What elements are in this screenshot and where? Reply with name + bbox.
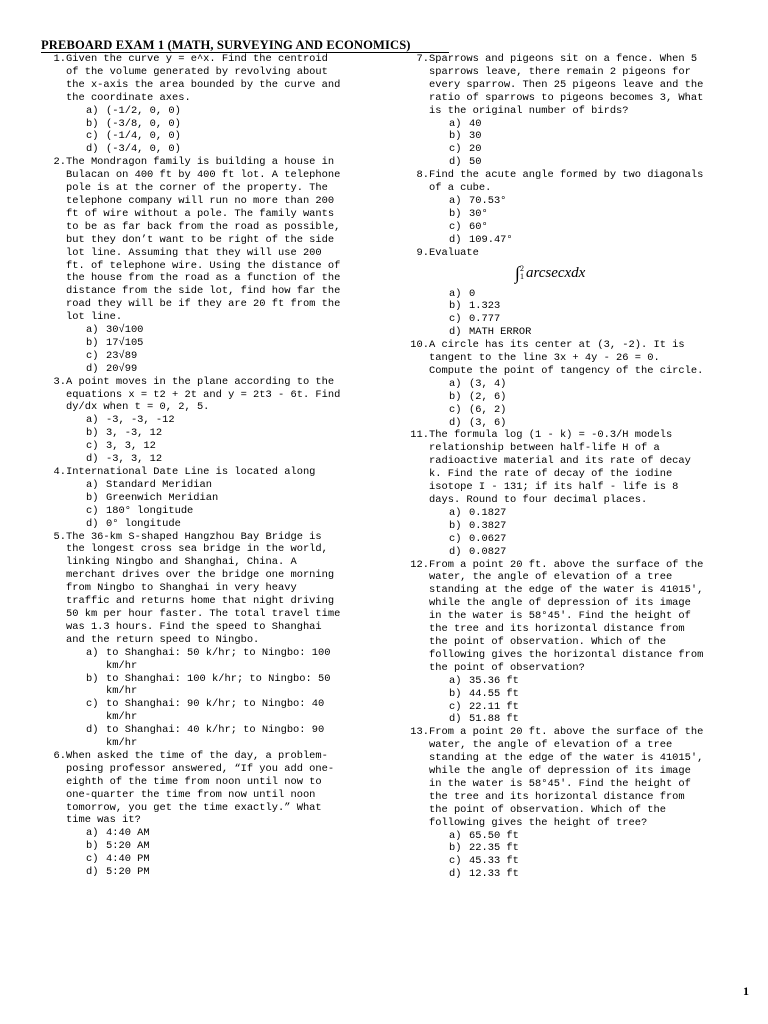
choice-letter: d): [86, 453, 99, 466]
choice-text: (-3/8, 0, 0): [106, 117, 181, 130]
choice-letter: a): [86, 324, 99, 337]
choice-letter: a): [449, 377, 462, 390]
question-text: The Mondragon family is building a house in Bulacan on 400 ft by 400 ft lot. A telephone pole is at the corner of the property. The telephone company will run no more than 200 ft of wire without a pole. The family wants to be as far back from the road as possible, but they don’t want to be right of the side lot line. Assuming that they will use 200 ft. of telephone wire. Using the distance of the house from the road as a function of the distance from the side lot, find how far the road they will be if they are 20 ft from the lot line.: [66, 156, 341, 324]
choice-text: 0.0627: [469, 532, 507, 545]
answer-choice: [86, 518, 342, 531]
choice-list: [429, 830, 705, 882]
choice-letter: a): [86, 104, 99, 117]
answer-choice: [449, 118, 705, 131]
choice-letter: b): [86, 117, 99, 130]
question-body: [429, 339, 705, 429]
choice-text: 109.47°: [469, 233, 513, 246]
choice-text: 17√105: [106, 336, 144, 349]
answer-choice: [86, 866, 342, 879]
choice-letter: c): [86, 130, 99, 143]
question-body: [66, 531, 342, 750]
question-text: Evaluate: [429, 246, 479, 259]
choice-list: [429, 118, 705, 170]
question-number: 4.: [53, 466, 66, 478]
answer-choice: [449, 546, 705, 559]
choice-letter: a): [449, 829, 462, 842]
question-item: [405, 559, 705, 727]
question-number: 12.: [410, 558, 429, 571]
answer-choice: [86, 143, 342, 156]
question-text: Find the acute angle formed by two diagonals of a cube.: [429, 169, 704, 195]
integral-limits: [520, 265, 524, 281]
choice-text: to Shanghai: 100 k/hr; to Ningbo: 50 km/hr: [106, 672, 331, 698]
question-number: 2.: [53, 156, 66, 169]
question-item: [405, 169, 705, 246]
answer-choice: [86, 453, 342, 466]
question-number: 7.: [416, 53, 429, 65]
choice-list: [429, 675, 705, 727]
question-text: The formula log (1 - k) = -0.3/H models relationship between half-life H of a radioactive material and its rate of decay k. Find the rate of decay of the iodine isotope I - 131; if its half - life is 8 days. Round to four decimal places.: [429, 429, 691, 506]
answer-choice: [86, 698, 342, 724]
choice-letter: b): [449, 390, 462, 403]
choice-letter: a): [86, 478, 99, 491]
integrand: arcsecxdx: [525, 264, 586, 281]
choice-list: [429, 288, 705, 340]
choice-text: (-3/4, 0, 0): [106, 143, 181, 156]
answer-choice: [449, 855, 705, 868]
choice-letter: c): [449, 220, 462, 233]
choice-list: [66, 479, 342, 531]
choice-text: 4:40 AM: [106, 827, 150, 840]
choice-letter: a): [449, 506, 462, 519]
choice-text: 5:20 PM: [106, 866, 150, 879]
question-item: [42, 531, 342, 750]
choice-text: 180° longitude: [106, 504, 194, 517]
question-body: [66, 376, 342, 466]
choice-text: 70.53°: [469, 194, 507, 207]
choice-text: 30√100: [106, 324, 144, 337]
question-item: [42, 750, 342, 879]
choice-letter: c): [449, 855, 462, 868]
question-body: [66, 466, 342, 531]
question-number: 1.: [53, 53, 66, 65]
choice-list: [66, 105, 342, 157]
question-number: 9.: [416, 246, 429, 259]
choice-letter: b): [86, 840, 99, 853]
choice-letter: c): [86, 504, 99, 517]
choice-letter: d): [86, 517, 99, 530]
choice-letter: c): [86, 349, 99, 362]
question-item: [405, 726, 705, 881]
question-text: A circle has its center at (3, -2). It is tangent to the line 3x + 4y - 26 = 0. Compute the point of tangency of the circle.: [429, 339, 704, 377]
choice-text: 0.1827: [469, 506, 507, 519]
answer-choice: [86, 479, 342, 492]
answer-choice: [449, 378, 705, 391]
choice-letter: c): [449, 313, 462, 326]
question-item: [42, 466, 342, 531]
answer-choice: [449, 701, 705, 714]
answer-choice: [449, 221, 705, 234]
answer-choice: [449, 326, 705, 339]
question-item: [405, 53, 705, 169]
choice-text: 20√99: [106, 362, 138, 375]
answer-choice: [86, 427, 342, 440]
answer-choice: [449, 208, 705, 221]
answer-choice: [449, 868, 705, 881]
choice-letter: a): [86, 646, 99, 659]
choice-text: 1.323: [469, 300, 501, 313]
answer-choice: [449, 130, 705, 143]
choice-letter: a): [86, 414, 99, 427]
choice-letter: c): [86, 853, 99, 866]
question-body: [66, 156, 342, 375]
choice-letter: b): [449, 207, 462, 220]
choice-text: (-1/2, 0, 0): [106, 104, 181, 117]
integral-expression: [429, 264, 705, 282]
answer-choice: [449, 842, 705, 855]
choice-letter: b): [86, 336, 99, 349]
choice-letter: c): [86, 698, 99, 711]
answer-choice: [86, 440, 342, 453]
choice-text: 0° longitude: [106, 517, 181, 530]
question-item: [405, 429, 705, 558]
choice-text: 4:40 PM: [106, 853, 150, 866]
question-item: [42, 156, 342, 375]
choice-text: (-1/4, 0, 0): [106, 130, 181, 143]
question-body: [66, 53, 342, 156]
choice-text: (2, 6): [469, 390, 507, 403]
choice-list: [66, 827, 342, 879]
question-text: The 36-km S-shaped Hangzhou Bay Bridge is the longest cross sea bridge in the world, linking Ningbo and Shanghai, China. A merchant drives over the bridge one morning from Ningbo to Shanghai in very heavy traffic and returns home that night driving 50 km per hour faster. The total travel time was 1.3 hours. Find the speed to Shanghai and the return speed to Ningbo.: [66, 530, 341, 646]
choice-letter: d): [86, 362, 99, 375]
choice-text: 40: [469, 117, 482, 130]
question-text: A point moves in the plane according to the equations x = t2 + 2t and y = 2t3 - 6t. Find dy/dx when t = 0, 2, 5.: [66, 375, 341, 414]
question-number: 6.: [53, 749, 66, 762]
right-question-column: [405, 53, 705, 881]
answer-choice: [86, 414, 342, 427]
choice-text: 22.11 ft: [469, 700, 519, 713]
choice-text: 51.88 ft: [469, 713, 519, 726]
choice-text: 12.33 ft: [469, 868, 519, 881]
choice-letter: c): [449, 403, 462, 416]
choice-text: 30: [469, 130, 482, 143]
choice-list: [66, 324, 342, 376]
question-body: [429, 169, 705, 246]
choice-letter: b): [86, 491, 99, 504]
choice-text: 22.35 ft: [469, 842, 519, 855]
integral-upper-limit: 2: [519, 264, 524, 274]
choice-letter: c): [449, 143, 462, 156]
question-item: [405, 247, 705, 340]
choice-text: 65.50 ft: [469, 829, 519, 842]
choice-letter: b): [86, 427, 99, 440]
choice-letter: b): [449, 842, 462, 855]
choice-text: 50: [469, 156, 482, 169]
question-body: [429, 53, 705, 169]
choice-letter: d): [86, 866, 99, 879]
choice-letter: d): [449, 326, 462, 339]
choice-text: 0.3827: [469, 519, 507, 532]
question-body: [429, 247, 705, 340]
choice-text: 0: [469, 287, 476, 300]
choice-letter: a): [449, 287, 462, 300]
integral-lower-limit: 1: [519, 272, 524, 282]
choice-text: to Shanghai: 50 k/hr; to Ningbo: 100 km/hr: [106, 646, 331, 672]
choice-letter: a): [449, 674, 462, 687]
choice-list: [66, 414, 342, 466]
choice-text: -3, 3, 12: [106, 453, 163, 466]
question-item: [42, 53, 342, 156]
question-body: [429, 559, 705, 727]
choice-letter: d): [449, 545, 462, 558]
choice-letter: d): [449, 713, 462, 726]
answer-choice: [449, 830, 705, 843]
choice-list: [66, 647, 342, 750]
answer-choice: [86, 350, 342, 363]
choice-text: 0.0827: [469, 545, 507, 558]
choice-letter: c): [86, 440, 99, 453]
question-number: 5.: [53, 530, 66, 543]
exam-title: PREBOARD EXAM 1 (MATH, SURVEYING AND ECONOMICS): [41, 38, 411, 52]
choice-letter: c): [449, 700, 462, 713]
answer-choice: [86, 337, 342, 350]
answer-choice: [86, 118, 342, 131]
choice-text: 5:20 AM: [106, 840, 150, 853]
choice-text: 23√89: [106, 349, 138, 362]
answer-choice: [449, 300, 705, 313]
choice-text: 20: [469, 143, 482, 156]
question-body: [429, 429, 705, 558]
question-number: 8.: [416, 169, 429, 182]
choice-text: MATH ERROR: [469, 326, 532, 339]
choice-list: [429, 507, 705, 559]
choice-list: [429, 195, 705, 247]
choice-text: -3, -3, -12: [106, 414, 175, 427]
choice-text: to Shanghai: 40 k/hr; to Ningbo: 90 km/hr: [106, 724, 325, 750]
choice-text: 3, -3, 12: [106, 427, 163, 440]
answer-choice: [86, 363, 342, 376]
answer-choice: [449, 507, 705, 520]
choice-text: 30°: [469, 207, 488, 220]
choice-letter: d): [449, 233, 462, 246]
choice-letter: d): [86, 724, 99, 737]
choice-text: (3, 4): [469, 377, 507, 390]
choice-list: [429, 378, 705, 430]
choice-text: 3, 3, 12: [106, 440, 156, 453]
answer-choice: [86, 324, 342, 337]
question-text: Sparrows and pigeons sit on a fence. When 5 sparrows leave, there remain 2 pigeons for every sparrow. Then 25 pigeons leave and the ratio of sparrows to pigeons becomes 3, What is the original number of birds?: [429, 53, 704, 117]
choice-text: 0.777: [469, 313, 501, 326]
question-item: [405, 339, 705, 429]
choice-letter: b): [449, 687, 462, 700]
answer-choice: [86, 827, 342, 840]
answer-choice: [86, 105, 342, 118]
answer-choice: [449, 713, 705, 726]
answer-choice: [449, 675, 705, 688]
answer-choice: [86, 853, 342, 866]
answer-choice: [86, 724, 342, 750]
question-body: [429, 726, 705, 881]
choice-text: 44.55 ft: [469, 687, 519, 700]
choice-letter: b): [449, 130, 462, 143]
answer-choice: [86, 505, 342, 518]
choice-text: (6, 2): [469, 403, 507, 416]
choice-text: to Shanghai: 90 k/hr; to Ningbo: 40 km/hr: [106, 698, 325, 724]
choice-text: Greenwich Meridian: [106, 491, 219, 504]
left-question-column: [42, 53, 342, 879]
answer-choice: [449, 520, 705, 533]
answer-choice: [449, 288, 705, 301]
answer-choice: [449, 234, 705, 247]
choice-text: 60°: [469, 220, 488, 233]
choice-text: (3, 6): [469, 416, 507, 429]
choice-letter: b): [86, 672, 99, 685]
choice-letter: d): [449, 416, 462, 429]
answer-choice: [86, 130, 342, 143]
choice-text: Standard Meridian: [106, 478, 213, 491]
answer-choice: [449, 313, 705, 326]
question-text: When asked the time of the day, a problem-posing professor answered, “If you add one-eighth of the time from noon until now to one-quarter the time from now until noon tomorrow, you get the time exactly.” What time was it?: [66, 749, 335, 827]
choice-text: 45.33 ft: [469, 855, 519, 868]
choice-text: 35.36 ft: [469, 674, 519, 687]
answer-choice: [449, 195, 705, 208]
answer-choice: [86, 492, 342, 505]
answer-choice: [449, 404, 705, 417]
question-item: [42, 376, 342, 466]
question-text: From a point 20 ft. above the surface of the water, the angle of elevation of a tree standing at the edge of the water is 41015', while the angle of depression of its image in the water is 58°45'. Find the height of the tree and its horizontal distance from the point of observation. Which of the following gives the horizontal distance from the point of observation?: [429, 558, 704, 674]
question-text: Given the curve y = e^x. Find the centroid of the volume generated by revolving about the x-axis the area bounded by the curve and the coordinate axes.: [66, 53, 341, 104]
answer-choice: [449, 391, 705, 404]
answer-choice: [86, 673, 342, 699]
question-text: International Date Line is located along: [66, 466, 316, 478]
page-number: 1: [743, 984, 749, 998]
choice-letter: b): [449, 519, 462, 532]
choice-letter: a): [449, 194, 462, 207]
question-number: 11.: [410, 429, 429, 442]
question-number: 13.: [410, 726, 429, 739]
question-body: [66, 750, 342, 879]
answer-choice: [449, 156, 705, 169]
answer-choice: [449, 688, 705, 701]
answer-choice: [86, 647, 342, 673]
choice-letter: a): [86, 827, 99, 840]
choice-letter: a): [449, 117, 462, 130]
choice-letter: b): [449, 300, 462, 313]
choice-letter: c): [449, 532, 462, 545]
choice-letter: d): [449, 868, 462, 881]
choice-letter: d): [449, 156, 462, 169]
question-number: 10.: [410, 339, 429, 352]
choice-letter: d): [86, 143, 99, 156]
answer-choice: [86, 840, 342, 853]
question-number: 3.: [53, 375, 66, 388]
answer-choice: [449, 533, 705, 546]
integral-sign: ∫: [515, 262, 520, 283]
answer-choice: [449, 143, 705, 156]
question-text: From a point 20 ft. above the surface of the water, the angle of elevation of a tree standing at the edge of the water is 41015', while the angle of depression of its image in the water is 58°45'. Find the height of the tree and its horizontal distance from the point of observation. Which of the following gives the height of tree?: [429, 726, 704, 829]
answer-choice: [449, 417, 705, 430]
